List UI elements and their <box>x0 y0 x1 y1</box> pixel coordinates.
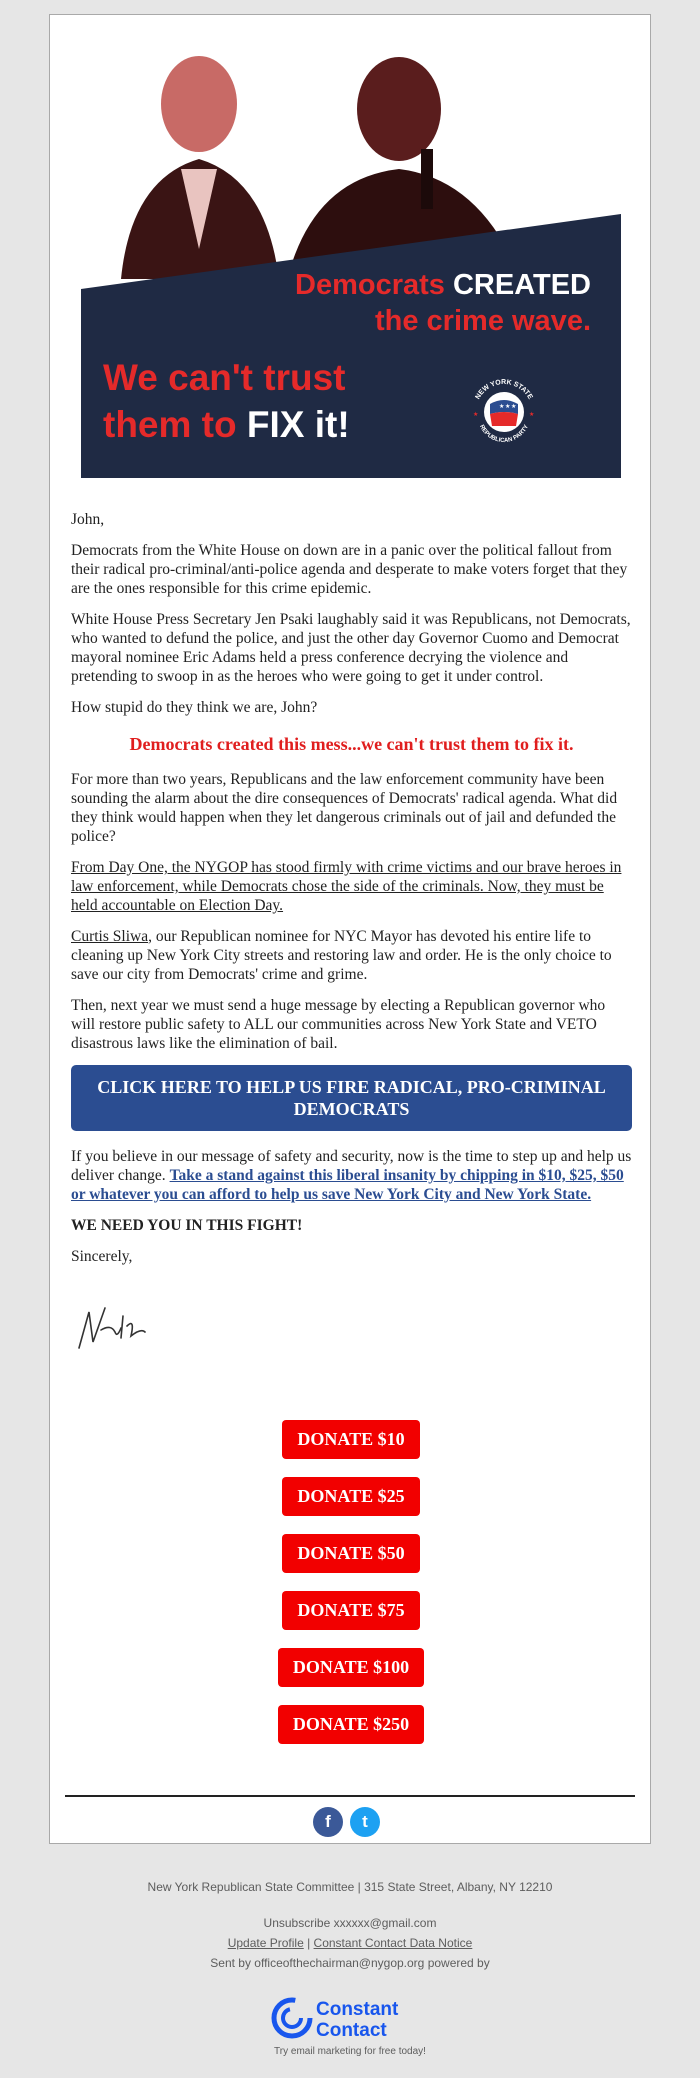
paragraph-8-text: If you believe in our message of safety and security, now is the time to step up and help us deliver change. <box>71 1148 632 1184</box>
paragraph-5-link[interactable]: From Day One, the NYGOP has stood firmly with crime victims and our brave heroes in law enforcement, while Democrats chose the side of the criminals. Now, they must be held accountable on Election Day. <box>71 859 622 914</box>
headline-democrats: Democrats <box>295 269 445 301</box>
nygop-logo <box>466 374 542 450</box>
headline-fix: FIX <box>246 404 305 445</box>
update-profile-link[interactable]: Update Profile <box>227 1936 304 1950</box>
donate-25-button[interactable]: DONATE $25 <box>282 1477 419 1516</box>
svg-text:★: ★ <box>529 412 535 418</box>
logo-bottom-text: REPUBLICAN PARTY <box>478 424 530 445</box>
email-body <box>71 510 632 1358</box>
facebook-icon[interactable]: f <box>313 1807 343 1837</box>
headline-bottom <box>103 354 350 448</box>
cc-tagline: Try email marketing for free today! <box>274 2046 426 2057</box>
donate-100-button[interactable]: DONATE $100 <box>278 1648 424 1687</box>
cc-constant-text: Constant <box>316 1999 399 2020</box>
unsubscribe-link[interactable]: Unsubscribe xxxxxx@gmail.com <box>263 1916 437 1930</box>
svg-text:★: ★ <box>511 404 517 410</box>
donate-50-button[interactable]: DONATE $50 <box>282 1534 419 1573</box>
logo-top-text: NEW YORK STATE <box>474 378 534 401</box>
headline-cant-trust: We can't trust <box>103 357 346 398</box>
greeting: John, <box>71 511 105 528</box>
donate-buttons <box>50 1420 652 1762</box>
divider <box>65 1795 635 1797</box>
paragraph-3: How stupid do they think we are, John? <box>71 699 318 716</box>
hero-banner[interactable] <box>81 29 621 478</box>
paragraph-4: For more than two years, Republicans and the law enforcement community have been sounding the alarm about the dire consequences of Democrats' radical agenda. What did they think would happen when they let dangerous criminals out of jail and defunded the police? <box>71 771 618 845</box>
data-notice-link[interactable]: Constant Contact Data Notice <box>313 1936 473 1950</box>
curtis-sliwa-link[interactable]: Curtis Sliwa <box>71 928 149 945</box>
paragraph-2: White House Press Secretary Jen Psaki laughably said it was Republicans, not Democrats, who wanted to defund the police, and just the other day Governor Cuomo and Democrat mayoral nominee Eric Adams held a press conference decrying the violence and pretending to swoop in as the heroes who were going to get it under control. <box>71 611 631 685</box>
paragraph-8 <box>71 1147 632 1204</box>
need-you-text: WE NEED YOU IN THIS FIGHT! <box>71 1217 303 1234</box>
footer-separator: | <box>303 1936 314 1950</box>
callout-headline: Democrats created this mess...we can't trust them to fix it. <box>129 734 574 754</box>
headline-crime-wave: the crime wave. <box>375 305 591 337</box>
fire-democrats-button[interactable]: CLICK HERE TO HELP US FIRE RADICAL, PRO-CRIMINAL DEMOCRATS <box>71 1065 632 1131</box>
footer-address: New York Republican State Committee | 315 State Street, Albany, NY 12210 <box>147 1880 553 1894</box>
donate-250-button[interactable]: DONATE $250 <box>278 1705 424 1744</box>
headline-them-to: them to <box>103 404 237 445</box>
headline-top <box>295 267 591 339</box>
sent-by-text: Sent by officeofthechairman@nygop.org powered by <box>210 1956 490 1970</box>
svg-text:★: ★ <box>473 412 479 418</box>
email-frame <box>49 14 651 1844</box>
headline-created: CREATED <box>452 269 591 301</box>
headline-it: it! <box>314 404 350 445</box>
email-footer <box>0 1880 700 1970</box>
footer-links <box>0 1936 700 1950</box>
paragraph-6 <box>71 927 632 984</box>
constant-contact-logo[interactable] <box>270 1993 430 2043</box>
paragraph-7: Then, next year we must send a huge message by electing a Republican governor who will restore public safety to ALL our communities across New York State and VETO disastrous laws like the elimination of bail. <box>71 997 606 1052</box>
paragraph-1: Democrats from the White House on down are in a panic over the political fallout from their radical pro-criminal/anti-police agenda and desperate to make voters forget that they are the ones responsible for this crime epidemic. <box>71 542 628 597</box>
svg-text:★: ★ <box>505 404 511 410</box>
donate-10-button[interactable]: DONATE $10 <box>282 1420 419 1459</box>
sincerely-text: Sincerely, <box>71 1248 133 1265</box>
svg-text:★: ★ <box>499 404 505 410</box>
take-a-stand-link[interactable]: Take a stand against this liberal insanity by chipping in $10, $25, $50 or whatever you can afford to help us save New York City and New York State. <box>71 1167 624 1203</box>
cc-contact-text: Contact <box>316 2020 387 2041</box>
twitter-icon[interactable]: t <box>350 1807 380 1837</box>
donate-75-button[interactable]: DONATE $75 <box>282 1591 419 1630</box>
signature-image <box>71 1298 151 1353</box>
paragraph-6-text: , our Republican nominee for NYC Mayor has devoted his entire life to cleaning up New York City streets and restoring law and order. He is the only choice to save our city from Democrats' crime and grime. <box>71 928 612 983</box>
